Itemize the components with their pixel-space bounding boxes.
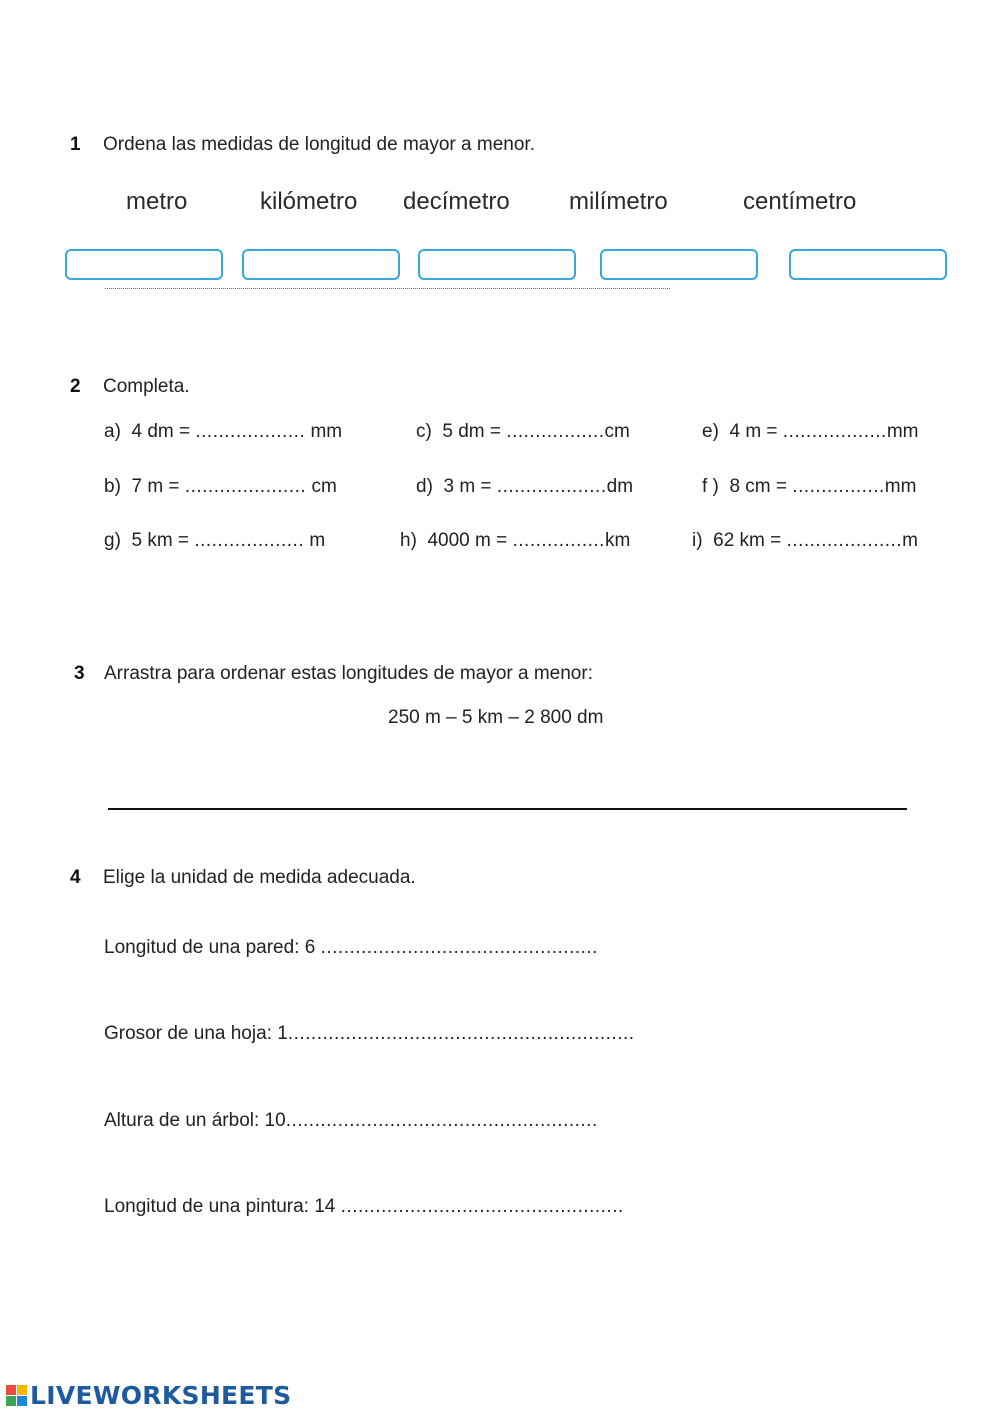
exercise-f: f ) 8 cm = ................mm — [702, 476, 917, 497]
exercise-h: h) 4000 m = ................km — [400, 530, 631, 551]
section-1-number: 1 — [70, 134, 81, 155]
section-3-number: 3 — [74, 663, 85, 684]
exercise-c: c) 5 dm = .................cm — [416, 421, 630, 442]
answer-blank-i[interactable]: .................... — [786, 530, 903, 551]
question-pintura: Longitud de una pintura: 14 ................................................. — [104, 1196, 624, 1217]
section-4-instruction: Elige la unidad de medida adecuada. — [103, 867, 416, 888]
answer-blank-d[interactable]: ................... — [496, 476, 607, 497]
unit-word-metro[interactable]: metro — [126, 188, 188, 215]
section-1-instruction: Ordena las medidas de longitud de mayor a menor. — [103, 134, 535, 155]
answer-blank-hoja[interactable]: ............................................................ — [287, 1023, 635, 1044]
drop-box-2[interactable] — [242, 249, 400, 280]
unit-word-centimetro[interactable]: centímetro — [743, 188, 857, 215]
unit-word-kilometro[interactable]: kilómetro — [260, 188, 358, 215]
answer-blank-b[interactable]: ..................... — [184, 476, 307, 497]
question-hoja: Grosor de una hoja: 1............................................................ — [104, 1023, 635, 1044]
exercise-a: a) 4 dm = ................... mm — [104, 421, 343, 442]
answer-blank-h[interactable]: ................ — [512, 530, 605, 551]
answer-blank-pared[interactable]: ................................................ — [320, 937, 598, 958]
dotted-divider — [105, 288, 670, 289]
logo-blocks-icon — [6, 1385, 27, 1406]
lengths-to-order[interactable]: 250 m – 5 km – 2 800 dm — [388, 707, 604, 728]
answer-blank-c[interactable]: ................. — [506, 421, 605, 442]
exercise-e: e) 4 m = ..................mm — [702, 421, 919, 442]
drop-box-4[interactable] — [600, 249, 758, 280]
section-3-instruction: Arrastra para ordenar estas longitudes de mayor a menor: — [104, 663, 593, 684]
drop-box-1[interactable] — [65, 249, 223, 280]
section-2-instruction: Completa. — [103, 376, 190, 397]
exercise-i: i) 62 km = ....................m — [692, 530, 918, 551]
answer-blank-g[interactable]: ................... — [194, 530, 305, 551]
answer-blank-e[interactable]: .................. — [782, 421, 887, 442]
exercise-b: b) 7 m = ..................... cm — [104, 476, 337, 497]
answer-blank-pintura[interactable]: ................................................. — [340, 1196, 624, 1217]
question-pared: Longitud de una pared: 6 ................................................ — [104, 937, 598, 958]
answer-line[interactable] — [108, 808, 907, 810]
exercise-d: d) 3 m = ...................dm — [416, 476, 634, 497]
unit-word-decimetro[interactable]: decímetro — [403, 188, 510, 215]
brand-name: LIVEWORKSHEETS — [30, 1380, 292, 1410]
liveworksheets-logo — [6, 1380, 291, 1410]
drop-box-3[interactable] — [418, 249, 576, 280]
unit-word-milimetro[interactable]: milímetro — [569, 188, 668, 215]
drop-box-5[interactable] — [789, 249, 947, 280]
answer-blank-a[interactable]: ................... — [195, 421, 306, 442]
section-2-number: 2 — [70, 376, 81, 397]
question-arbol: Altura de un árbol: 10...................................................... — [104, 1110, 598, 1131]
answer-blank-f[interactable]: ................ — [792, 476, 885, 497]
section-4-number: 4 — [70, 867, 81, 888]
exercise-g: g) 5 km = ................... m — [104, 530, 326, 551]
answer-blank-arbol[interactable]: ...................................................... — [285, 1110, 598, 1131]
